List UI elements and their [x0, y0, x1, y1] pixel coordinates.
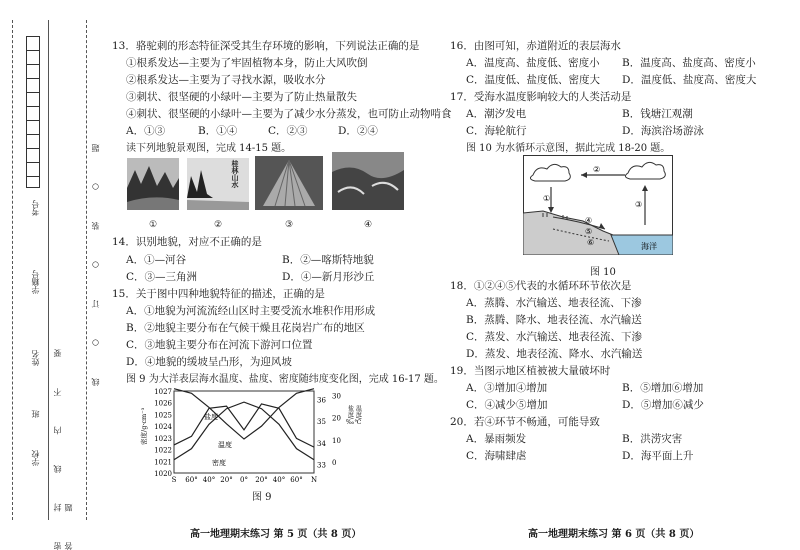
q14-stem: 14．识别地貌，对应不正确的是 — [112, 236, 262, 248]
salinity-tick-label: 36 — [317, 396, 326, 405]
photo-label-4: ④ — [364, 220, 373, 230]
q13-option-c[interactable]: C．②③ — [268, 125, 308, 137]
q13-statement-1: ①根系发达—主要为了牢固植物本身，防止大风吹倒 — [126, 57, 368, 69]
q14-option-b[interactable]: B．②—喀斯特地貌 — [282, 254, 374, 266]
q18-option-c[interactable]: C．蒸发、水汽输送、地表径流、下渗 — [466, 331, 643, 343]
page-footer-right: 高一地理期末练习 第 6 页（共 8 页） — [528, 529, 700, 540]
series-label-3: 密度 — [212, 459, 226, 467]
seal-line-inner — [86, 20, 87, 520]
x-tick-label: 20° — [220, 476, 233, 484]
figure-10-caption: 图 10 — [590, 267, 616, 278]
q19-stem: 19．当图示地区植被被大量破坏时 — [450, 365, 611, 377]
diagram-label-2: ② — [593, 165, 601, 174]
q19-option-b[interactable]: B．⑤增加⑥增加 — [622, 382, 704, 394]
q16-option-c[interactable]: C．温度低、盐度低、密度大 — [466, 74, 601, 86]
photo-dunes — [332, 152, 404, 210]
temperature-tick-label: 0 — [332, 458, 337, 467]
salinity-tick-label: 33 — [317, 461, 326, 470]
q16-option-d[interactable]: D．温度低、盐度高、密度大 — [622, 74, 757, 86]
density-tick-label: 1026 — [154, 399, 172, 408]
right-axis-label: 盐度/‰ — [346, 405, 354, 427]
density-tick-label: 1027 — [154, 388, 172, 396]
q13-statement-3: ③刺状、很坚硬的小绿叶—主要为了防止热量散失 — [126, 91, 357, 103]
page-footer-left: 高一地理期末练习 第 5 页（共 8 页） — [190, 529, 362, 540]
q19-option-d[interactable]: D．⑤增加⑥减少 — [622, 399, 704, 411]
q18-option-a[interactable]: A．蒸腾、水汽输送、地表径流、下渗 — [466, 297, 642, 309]
seal-warning: 密 封 线 内 不 要 答 题 — [53, 335, 73, 550]
right-axis-label: 温度/℃ — [354, 405, 362, 427]
x-tick-label: 60° — [290, 476, 303, 484]
temperature-tick-label: 20 — [332, 414, 341, 423]
q14-option-c[interactable]: C．③—三角洲 — [126, 271, 198, 283]
q18-option-b[interactable]: B．蒸腾、降水、地表径流、水汽输送 — [466, 314, 642, 326]
x-tick-label: 20° — [255, 476, 268, 484]
temperature-tick-label: 30 — [332, 392, 341, 401]
figure-9-caption: 图 9 — [252, 492, 272, 503]
q13-option-b[interactable]: B．①④ — [198, 125, 238, 137]
x-tick-label: 40° — [272, 476, 286, 484]
diagram-label-6: ⑥ — [587, 238, 595, 247]
left-axis-label: 密度/g·cm⁻³ — [140, 407, 148, 445]
q18-stem: 18．①②④⑤代表的水循环环节依次是 — [450, 280, 632, 292]
q15-option-b[interactable]: B．②地貌主要分布在气候干燥且花岗岩广布的地区 — [126, 322, 365, 334]
salinity-tick-label: 35 — [317, 418, 326, 427]
photo-label-1: ① — [149, 220, 158, 230]
salinity-tick-label: 34 — [317, 439, 326, 448]
q16-option-b[interactable]: B．温度高、盐度高、密度小 — [622, 57, 756, 69]
series-line-1 — [174, 404, 314, 447]
q18-option-d[interactable]: D．蒸发、地表径流、降水、水汽输送 — [466, 348, 643, 360]
photo-label-3: ③ — [285, 220, 294, 230]
q20-stem: 20．若④环节不畅通，可能导致 — [450, 416, 600, 428]
q16-stem: 16．由图可知，赤道附近的表层海水 — [450, 40, 621, 52]
x-tick-label: 0° — [240, 476, 248, 484]
diagram-label-5: ⑤ — [585, 227, 593, 236]
seal-warning-right: 线 ○ 订 ○ 装 ○ 题 — [91, 130, 100, 387]
q17-option-c[interactable]: C．海轮航行 — [466, 125, 527, 137]
x-tick-label: 60° — [185, 476, 198, 484]
q14-option-d[interactable]: D．④—新月形沙丘 — [282, 271, 375, 283]
diagram-label-1: ① — [543, 194, 551, 203]
q13-statement-4: ④刺状、很坚硬的小绿叶—主要为了减少水分蒸发，也可防止动物啃食 — [126, 108, 452, 120]
x-tick-label: 40° — [202, 476, 216, 484]
q15-option-a[interactable]: A．①地貌为河流流经山区时主要受流水堆积作用形成 — [126, 305, 376, 317]
exam-no-label: 考号 — [31, 200, 40, 216]
school-label: 学校 — [31, 450, 40, 466]
series-label-1: 盐度 — [204, 413, 218, 421]
density-tick-label: 1025 — [154, 411, 172, 420]
figure-9-chart — [140, 385, 370, 485]
density-tick-label: 1023 — [154, 434, 172, 443]
series-label-2: 温度 — [218, 441, 232, 449]
intro-18-20: 图 10 为水循环示意图，据此完成 18-20 题。 — [466, 143, 671, 154]
density-tick-label: 1021 — [154, 458, 172, 467]
q20-option-a[interactable]: A．暴雨频发 — [466, 433, 527, 445]
photo-river-valley — [127, 158, 179, 210]
density-tick-label: 1020 — [154, 470, 172, 478]
photo-alluvial-fan — [255, 156, 323, 210]
intro-14-15: 读下列地貌景观图，完成 14-15 题。 — [126, 143, 292, 154]
binding-strip — [0, 0, 100, 550]
student-no-label: 学籍号 — [31, 270, 40, 294]
q16-option-a[interactable]: A．温度高、盐度低、密度小 — [466, 57, 600, 69]
q17-option-d[interactable]: D．海滨浴场游泳 — [622, 125, 704, 137]
x-tick-label: S — [171, 476, 177, 484]
name-label: 姓名 — [31, 350, 40, 366]
q15-stem: 15．关于图中四种地貌特征的描述，正确的是 — [112, 288, 325, 300]
density-tick-label: 1024 — [154, 423, 172, 432]
q14-option-a[interactable]: A．①—河谷 — [126, 254, 187, 266]
seal-line — [48, 20, 49, 520]
density-tick-label: 1022 — [154, 446, 172, 455]
q20-option-b[interactable]: B．洪涝灾害 — [622, 433, 683, 445]
q17-option-b[interactable]: B．钱塘江观潮 — [622, 108, 693, 120]
class-label: 班 — [31, 410, 40, 418]
photo-label-2: ② — [214, 220, 223, 230]
diagram-sea-label: 海洋 — [641, 242, 657, 251]
q13-statement-2: ②根系发达—主要为了寻找水源，吸收水分 — [126, 74, 326, 86]
q13-stem: 13．骆驼刺的形态特征深受其生存环境的影响，下列说法正确的是 — [112, 40, 420, 52]
diagram-label-3: ③ — [635, 200, 643, 209]
photo-caption: 桂林山水 — [231, 160, 240, 188]
figure-10-diagram — [523, 155, 673, 255]
intro-16-17: 图 9 为大洋表层海水温度、盐度、密度随纬度变化图，完成 16-17 题。 — [126, 374, 444, 385]
q13-option-a[interactable]: A．①③ — [126, 125, 166, 137]
q19-option-c[interactable]: C．④减少⑤增加 — [466, 399, 548, 411]
q13-option-d[interactable]: D．②④ — [338, 125, 378, 137]
q15-option-d[interactable]: D．④地貌的缓坡呈凸形，为迎风坡 — [126, 356, 292, 368]
q20-option-c[interactable]: C．海啸肆虐 — [466, 450, 527, 462]
seal-line-outer — [12, 20, 13, 520]
q19-option-a[interactable]: A．③增加④增加 — [466, 382, 548, 394]
q20-option-d[interactable]: D．海平面上升 — [622, 450, 694, 462]
q15-option-c[interactable]: C．③地貌主要分布在河流下游河口位置 — [126, 339, 313, 351]
diagram-label-4: ④ — [585, 216, 593, 225]
q17-stem: 17．受海水温度影响较大的人类活动是 — [450, 91, 632, 103]
exam-number-boxes[interactable] — [26, 36, 40, 186]
q17-option-a[interactable]: A．潮汐发电 — [466, 108, 527, 120]
temperature-tick-label: 10 — [332, 436, 341, 445]
x-tick-label: N — [310, 476, 318, 484]
